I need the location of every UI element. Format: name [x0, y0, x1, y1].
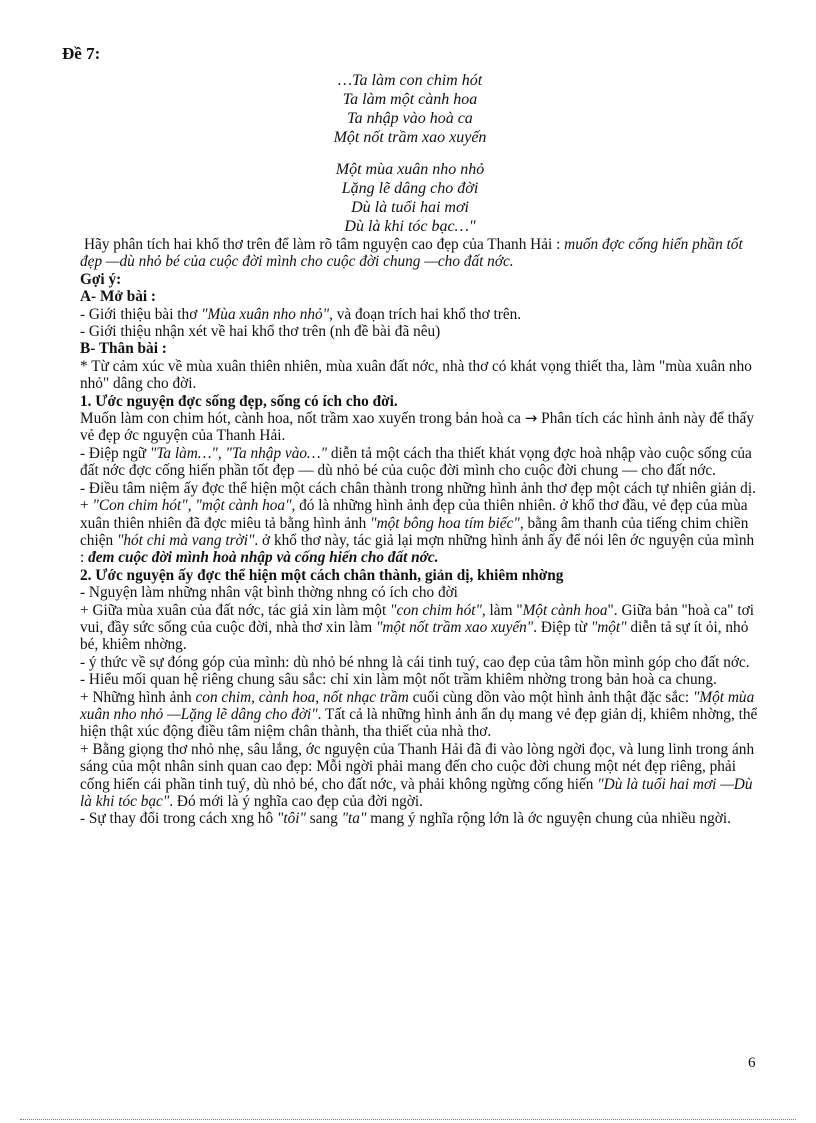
mo-bai-heading: A- Mở bài : [80, 288, 157, 306]
poem-line: Lặng lẽ dâng cho đời [341, 180, 479, 197]
prompt-paragraph: Hãy phân tích hai khổ thơ trên để làm rõ tâm nguyện cao đẹp của Thanh Hải : muốn đợc cống hiến phần tốt đẹp —dù nhỏ bé của cuộc đời mình cho cuộc đời chung —cho đất nớc. [80, 236, 743, 271]
right-arrow-icon: → [524, 409, 538, 428]
section-2-paragraph-1: - Nguyện làm những nhân vật bình thờng nhng có ích cho đời [80, 584, 458, 602]
than-bai-intro: * Từ cảm xúc về mùa xuân thiên nhiên, mùa xuân đất nớc, nhà thơ có khát vọng thiết tha, làm "mùa xuân nho nhỏ" dâng cho đời. [80, 357, 752, 393]
section-1-paragraph-3: - Điều tâm niệm ấy đợc thể hiện một cách chân thành trong những hình ảnh thơ đẹp một cách tự nhiên giản dị. [80, 479, 756, 497]
poem-stanza-1 [270, 71, 550, 147]
mo-bai-line-1: - Giới thiệu bài thơ "Mùa xuân nho nhỏ", và đoạn trích hai khổ thơ trên. [80, 305, 522, 323]
section-2-heading: 2. Ước nguyện ấy đợc thể hiện một cách chân thành, giản dị, khiêm nhờng [80, 566, 564, 584]
poem-line: Một mùa xuân nho nhỏ [335, 161, 485, 178]
section-2-paragraph-5: + Những hình ảnh con chim, cành hoa, nốt nhạc trầm cuối cùng dồn vào một hình ảnh thật đặc sắc: "Một mùa xuân nho nhỏ —Lặng lẽ dâng cho đời". Tất cả là những hình ảnh ẩn dụ mang vẻ đẹp giản dị, khiêm nhờng, thể hiện thật xúc động điều tâm niệm chân thành, tha thiết của nhà thơ. [80, 688, 758, 741]
mo-bai-line-2: - Giới thiệu nhận xét về hai khổ thơ trên (nh đề bài đã nêu) [80, 323, 441, 341]
exercise-title: Đề 7: [62, 44, 101, 63]
poem-line: Ta làm một cành hoa [342, 91, 478, 108]
poem-line: Một nốt trầm xao xuyến [333, 129, 487, 146]
section-1-heading: 1. Ước nguyện đợc sống đẹp, sống có ích cho đời. [80, 392, 398, 410]
section-2-paragraph-6: + Bằng giọng thơ nhỏ nhẹ, sâu lắng, ớc nguyện của Thanh Hải đã đi vào lòng ngời đọc, và lung linh trong ánh sáng của một nhân sinh quan cao đẹp: Mỗi ngời phải mang đến cho cuộc đời chung một nét đẹp riêng, phải cống hiến cái phần tinh tuý, dù nhỏ bé, cho đất nớc, và phải không ngừng cống hiến "Dù là tuổi hai mơi —Dù là khi tóc bạc". Đó mới là ý nghĩa cao đẹp của đời ngời. [80, 740, 755, 810]
section-2-paragraph-4: - Hiểu mối quan hệ riêng chung sâu sắc: chỉ xin làm một nốt trầm khiêm nhờng trong bản hoà ca chung. [80, 671, 717, 689]
footer-divider [20, 1119, 796, 1120]
section-2-paragraph-2: + Giữa mùa xuân của đất nớc, tác giả xin làm một "con chim hót", làm "Một cành hoa". Giữa bản "hoà ca" tơi vui, đầy sức sống của cuộc đời, nhà thơ xin làm "một nốt trầm xao xuyến". Điệp từ "một" diễn tả sự ít ỏi, nhỏ bé, khiêm nhờng. [80, 601, 754, 654]
poem-line: Dù là tuổi hai mơi [351, 199, 469, 216]
section-1-paragraph-1: Muốn làm con chim hót, cành hoa, nốt trầm xao xuyến trong bản hoà ca → Phân tích các hình ảnh này để thấy vẻ đẹp ớc nguyện của Thanh Hải. [80, 409, 754, 445]
poem-line: …Ta làm con chim hót [337, 72, 483, 89]
page-number: 6 [748, 1055, 756, 1071]
section-2-paragraph-7: - Sự thay đổi trong cách xng hô "tôi" sang "ta" mang ý nghĩa rộng lớn là ớc nguyện chung của nhiều ngời. [80, 810, 731, 828]
section-1-paragraph-4: + "Con chim hót", "một cành hoa", đó là những hình ảnh đẹp của thiên nhiên. ở khổ thơ đầu, vẻ đẹp của mùa xuân thiên nhiên đã đợc miêu tả bằng hình ảnh "một bông hoa tím biếc", bằng âm thanh của tiếng chim chiền chiện "hót chi mà vang trời". ở khổ thơ này, tác giả lại mợn những hình ảnh ấy để nói lên ớc nguyện của mình : đem cuộc đời mình hoà nhập và cống hiến cho đất nớc. [80, 497, 755, 567]
than-bai-heading: B- Thân bài : [80, 340, 167, 358]
poem-line: Dù là khi tóc bạc…" [344, 218, 476, 235]
section-1-paragraph-2: - Điệp ngữ "Ta làm…", "Ta nhập vào…" diễn tả một cách tha thiết khát vọng đợc hoà nhập vào cuộc sống của đất nớc đợc cống hiến phần tốt đẹp — dù nhỏ bé của cuộc đời mình cho cuộc đời chung — cho đất nớc. [80, 444, 752, 480]
hint-heading: Gợi ý: [80, 270, 122, 288]
section-2-paragraph-3: - ý thức về sự đóng góp của mình: dù nhỏ bé nhng là cái tinh tuý, cao đẹp của tâm hồn mình góp cho đất nớc. [80, 653, 750, 671]
document-body [80, 236, 760, 828]
poem-stanza-2 [270, 160, 550, 236]
poem-line: Ta nhập vào hoà ca [347, 110, 473, 127]
